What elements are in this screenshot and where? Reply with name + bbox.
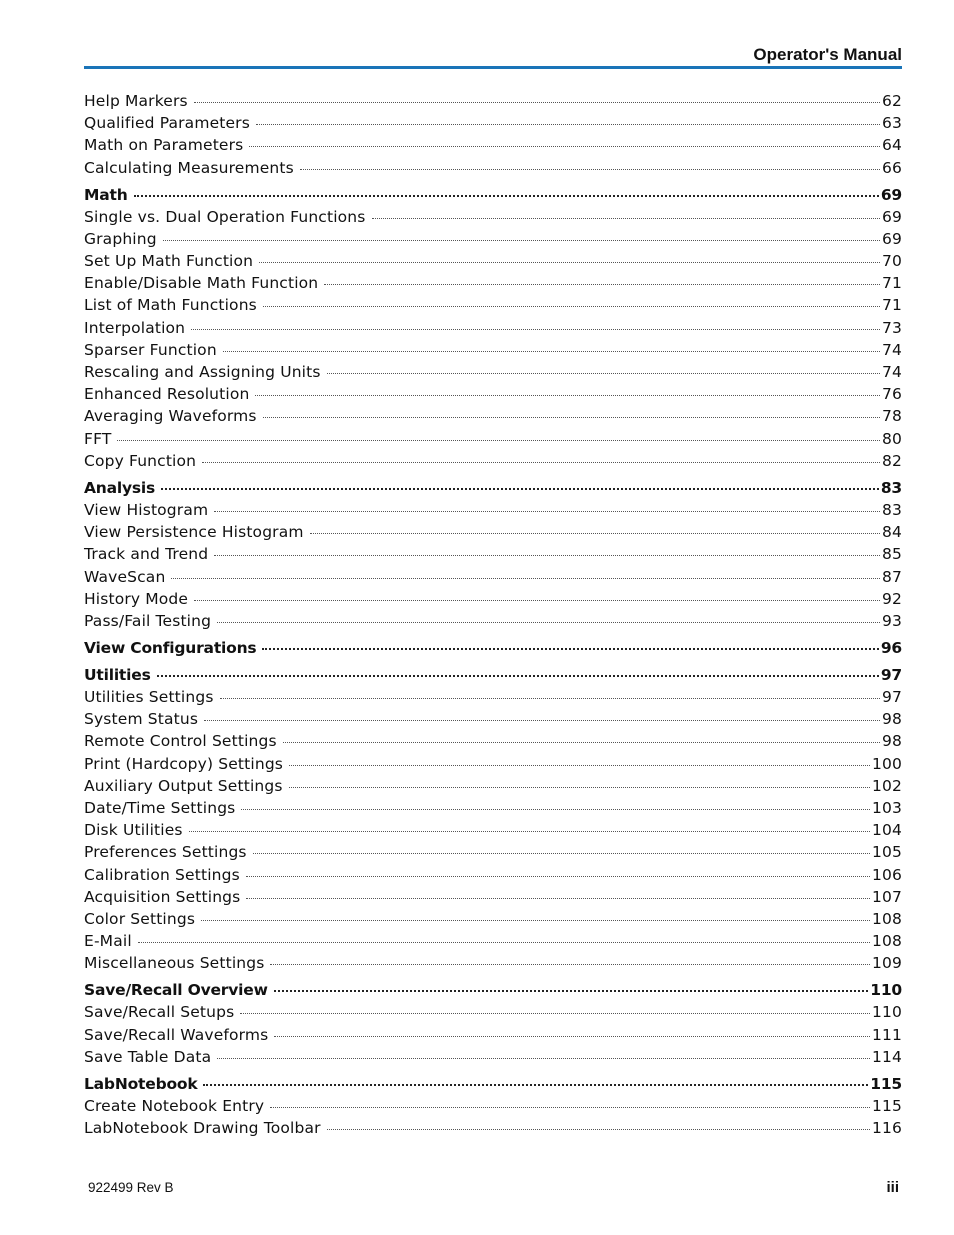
toc-entry-page: 69	[881, 229, 902, 248]
toc-entry[interactable]	[84, 1095, 902, 1117]
toc-entry[interactable]	[84, 157, 902, 179]
toc-entry-page: 105	[871, 843, 902, 862]
toc-entry[interactable]	[84, 206, 902, 228]
toc-entry-title: Averaging Waveforms	[84, 407, 257, 426]
footer-doc-number: 922499 Rev B	[88, 1180, 174, 1195]
toc-entry-page: 110	[871, 1003, 902, 1022]
toc-entry[interactable]	[84, 886, 902, 908]
toc-entry[interactable]	[84, 930, 902, 952]
toc-entry[interactable]	[84, 134, 902, 156]
toc-entry-page: 69	[881, 207, 902, 226]
toc-dot-leader	[270, 964, 869, 965]
toc-entry-title: Math	[84, 185, 128, 204]
toc-dot-leader	[249, 146, 880, 147]
toc-entry-page: 66	[881, 158, 902, 177]
toc-entry-page: 87	[881, 567, 902, 586]
toc-dot-leader	[191, 329, 880, 330]
toc-entry-title: Enhanced Resolution	[84, 385, 250, 404]
toc-entry-title: Set Up Math Function	[84, 252, 254, 271]
toc-dot-leader	[163, 240, 880, 241]
toc-entry-title: Save/Recall Waveforms	[84, 1025, 269, 1044]
toc-entry-page: 97	[881, 688, 902, 707]
toc-dot-leader	[157, 675, 879, 677]
toc-dot-leader	[194, 600, 880, 601]
toc-entry[interactable]	[84, 1024, 902, 1046]
toc-dot-leader	[289, 787, 870, 788]
toc-section-entry[interactable]	[84, 637, 902, 659]
toc-entry[interactable]	[84, 112, 902, 134]
toc-entry-page: 74	[881, 340, 902, 359]
toc-entry[interactable]	[84, 272, 902, 294]
toc-entry-page: 103	[871, 799, 902, 817]
toc-entry-title: Utilities	[84, 665, 151, 684]
toc-dot-leader	[138, 942, 870, 943]
toc-entry-page: 97	[880, 665, 902, 684]
toc-entry[interactable]	[84, 428, 902, 450]
toc-entry-page: 69	[880, 185, 902, 204]
toc-entry[interactable]	[84, 521, 902, 543]
toc-entry-title: Pass/Fail Testing	[84, 611, 212, 630]
toc-entry-title: Remote Control Settings	[84, 732, 277, 751]
toc-dot-leader	[255, 395, 880, 396]
toc-dot-leader	[327, 1129, 870, 1130]
toc-entry[interactable]	[84, 864, 902, 886]
toc-entry-title: History Mode	[84, 589, 189, 608]
toc-dot-leader	[189, 831, 870, 832]
toc-dot-leader	[263, 306, 880, 307]
toc-entry-page: 71	[881, 274, 902, 293]
toc-entry-title: View Histogram	[84, 500, 209, 519]
toc-entry[interactable]	[84, 610, 902, 632]
toc-entry-title: Calibration Settings	[84, 865, 240, 884]
toc-entry-page: 106	[871, 865, 902, 884]
toc-entry[interactable]	[84, 819, 902, 841]
toc-entry-page: 62	[881, 92, 902, 110]
toc-entry-title: View Persistence Histogram	[84, 523, 304, 542]
toc-entry-title: Utilities Settings	[84, 688, 214, 707]
toc-entry-page: 109	[871, 954, 902, 973]
toc-entry-title: Copy Function	[84, 451, 197, 470]
toc-entry[interactable]	[84, 753, 902, 775]
toc-dot-leader	[270, 1107, 870, 1108]
toc-entry[interactable]	[84, 250, 902, 272]
toc-dot-leader	[214, 511, 880, 512]
toc-dot-leader	[217, 1058, 870, 1059]
toc-dot-leader	[217, 622, 880, 623]
toc-entry-title: Print (Hardcopy) Settings	[84, 754, 284, 773]
toc-entry-page: 73	[881, 318, 902, 337]
toc-entry-title: Sparser Function	[84, 340, 217, 359]
toc-entry-page: 70	[881, 252, 902, 271]
toc-entry[interactable]	[84, 730, 902, 752]
toc-entry-title: Interpolation	[84, 318, 186, 337]
toc-entry[interactable]	[84, 841, 902, 863]
toc-entry-page: 82	[881, 451, 902, 470]
toc-entry-title: Save/Recall Setups	[84, 1003, 235, 1022]
toc-entry-page: 80	[881, 429, 902, 448]
toc-entry-page: 107	[871, 887, 902, 906]
toc-entry-title: Rescaling and Assigning Units	[84, 363, 321, 382]
toc-entry-title: Preferences Settings	[84, 843, 247, 862]
toc-entry-title: E-Mail	[84, 932, 132, 951]
toc-dot-leader	[220, 698, 880, 699]
toc-entry-title: Calculating Measurements	[84, 158, 294, 177]
toc-entry-page: 110	[870, 981, 902, 1000]
toc-entry-page: 108	[871, 909, 902, 928]
toc-dot-leader	[194, 102, 880, 103]
toc-entry[interactable]	[84, 228, 902, 250]
toc-entry[interactable]	[84, 294, 902, 316]
toc-entry-page: 63	[881, 114, 902, 133]
toc-section-entry[interactable]	[84, 664, 902, 686]
toc-entry-page: 104	[871, 821, 902, 840]
toc-entry[interactable]	[84, 588, 902, 610]
toc-entry-page: 100	[871, 754, 902, 773]
toc-entry-title: Graphing	[84, 229, 157, 248]
toc-entry-title: List of Math Functions	[84, 296, 257, 315]
toc-entry[interactable]	[84, 775, 902, 797]
toc-dot-leader	[283, 742, 880, 743]
toc-entry-title: System Status	[84, 710, 199, 729]
toc-entry[interactable]	[84, 90, 902, 112]
toc-entry-page: 115	[871, 1097, 902, 1116]
toc-entry-page: 76	[881, 385, 902, 404]
toc-entry-title: Enable/Disable Math Function	[84, 274, 319, 293]
toc-dot-leader	[253, 853, 870, 854]
toc-entry[interactable]	[84, 952, 902, 974]
toc-entry[interactable]	[84, 543, 902, 565]
toc-section-entry[interactable]	[84, 1073, 902, 1095]
toc-entry-page: 114	[871, 1047, 902, 1066]
toc-entry-title: Date/Time Settings	[84, 799, 236, 817]
table-of-contents	[84, 90, 902, 1139]
toc-entry[interactable]	[84, 499, 902, 521]
toc-entry[interactable]	[84, 1117, 902, 1139]
toc-entry-title: Disk Utilities	[84, 821, 183, 840]
toc-entry-page: 111	[871, 1025, 902, 1044]
toc-dot-leader	[274, 990, 869, 992]
toc-dot-leader	[372, 218, 880, 219]
page-header-title: Operator's Manual	[753, 45, 902, 64]
toc-dot-leader	[274, 1036, 870, 1037]
toc-entry-page: 115	[870, 1074, 902, 1093]
toc-entry[interactable]	[84, 708, 902, 730]
toc-entry-title: Qualified Parameters	[84, 114, 250, 133]
toc-dot-leader	[223, 351, 880, 352]
toc-entry-title: WaveScan	[84, 567, 166, 586]
toc-section-entry[interactable]	[84, 184, 902, 206]
toc-entry[interactable]	[84, 1001, 902, 1023]
toc-entry-page: 78	[881, 407, 902, 426]
toc-entry-title: LabNotebook	[84, 1074, 198, 1093]
toc-dot-leader	[310, 533, 880, 534]
toc-dot-leader	[161, 488, 879, 490]
toc-dot-leader	[171, 578, 880, 579]
toc-entry-page: 96	[880, 638, 902, 657]
toc-dot-leader	[214, 555, 880, 556]
toc-entry-page: 74	[881, 363, 902, 382]
toc-entry-page: 83	[881, 500, 902, 519]
toc-entry-title: Help Markers	[84, 92, 188, 110]
toc-dot-leader	[117, 440, 879, 441]
toc-entry[interactable]	[84, 383, 902, 405]
toc-dot-leader	[246, 898, 870, 899]
toc-dot-leader	[202, 462, 880, 463]
toc-entry-title: Save Table Data	[84, 1047, 212, 1066]
toc-dot-leader	[256, 124, 880, 125]
toc-dot-leader	[300, 169, 880, 170]
toc-entry-title: Acquisition Settings	[84, 887, 241, 906]
toc-dot-leader	[327, 373, 880, 374]
toc-entry[interactable]	[84, 450, 902, 472]
toc-dot-leader	[246, 876, 870, 877]
toc-entry-title: FFT	[84, 429, 112, 448]
toc-entry-title: LabNotebook Drawing Toolbar	[84, 1119, 321, 1138]
toc-dot-leader	[134, 195, 879, 197]
toc-entry-title: Math on Parameters	[84, 136, 244, 155]
toc-entry[interactable]	[84, 339, 902, 361]
toc-entry[interactable]	[84, 317, 902, 339]
toc-dot-leader	[241, 809, 870, 810]
toc-entry-title: Save/Recall Overview	[84, 981, 268, 1000]
toc-entry-page: 92	[881, 589, 902, 608]
toc-entry-title: Track and Trend	[84, 545, 209, 564]
toc-dot-leader	[262, 648, 878, 650]
toc-entry-title: Auxiliary Output Settings	[84, 776, 283, 795]
toc-entry-title: Color Settings	[84, 909, 196, 928]
footer-page-number: iii	[886, 1179, 899, 1196]
toc-entry-page: 84	[881, 523, 902, 542]
toc-section-entry[interactable]	[84, 979, 902, 1001]
toc-dot-leader	[240, 1013, 870, 1014]
toc-entry-title: Miscellaneous Settings	[84, 954, 265, 973]
toc-dot-leader	[263, 417, 880, 418]
toc-dot-leader	[204, 720, 880, 721]
toc-section-entry[interactable]	[84, 477, 902, 499]
toc-dot-leader	[201, 920, 870, 921]
toc-entry[interactable]	[84, 686, 902, 708]
toc-entry[interactable]	[84, 361, 902, 383]
toc-entry-page: 108	[871, 932, 902, 951]
toc-entry[interactable]	[84, 1046, 902, 1068]
toc-dot-leader	[324, 284, 880, 285]
toc-entry-title: Single vs. Dual Operation Functions	[84, 207, 366, 226]
toc-entry-title: View Configurations	[84, 638, 257, 657]
toc-entry[interactable]	[84, 566, 902, 588]
toc-dot-leader	[259, 262, 880, 263]
toc-entry-page: 71	[881, 296, 902, 315]
toc-entry[interactable]	[84, 797, 902, 819]
toc-entry-page: 98	[881, 710, 902, 729]
toc-entry-title: Analysis	[84, 478, 156, 497]
toc-entry-page: 64	[881, 136, 902, 155]
toc-entry-page: 85	[881, 545, 902, 564]
toc-entry-page: 116	[871, 1119, 902, 1138]
toc-entry-page: 93	[881, 611, 902, 630]
toc-dot-leader	[203, 1084, 868, 1086]
toc-entry-page: 102	[871, 776, 902, 795]
header-rule	[84, 66, 902, 69]
toc-entry[interactable]	[84, 405, 902, 427]
toc-entry-title: Create Notebook Entry	[84, 1097, 265, 1116]
toc-entry[interactable]	[84, 908, 902, 930]
toc-entry-page: 98	[881, 732, 902, 751]
toc-entry-page: 83	[880, 478, 902, 497]
toc-dot-leader	[289, 765, 870, 766]
